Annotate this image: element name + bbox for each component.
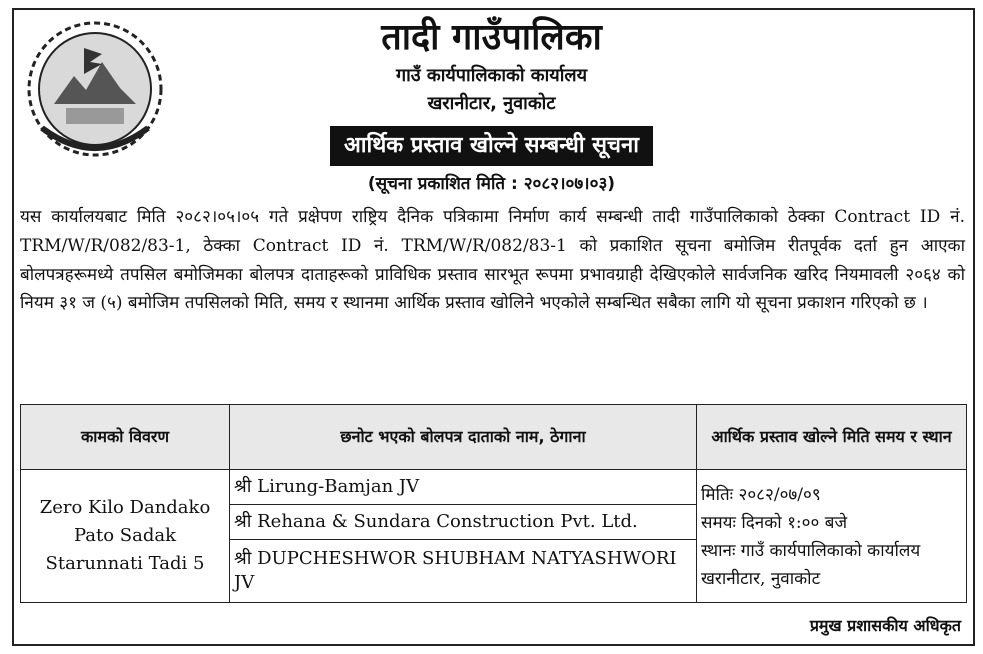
header-opening: आर्थिक प्रस्ताव खोल्ने मिति समय र स्थान bbox=[697, 405, 967, 470]
municipality-title: ताद‍ी गाउँपालिका bbox=[381, 17, 602, 58]
office-address: खरानीटार, नुवाकोट bbox=[427, 93, 556, 114]
table-row bbox=[21, 470, 967, 505]
office-name: गाउँ कार्यपालिकाको कार्यालय bbox=[395, 65, 588, 86]
opening-place: स्थानः गाउँ कार्यपालिकाको कार्यालय खरानीटार, नुवाकोट bbox=[701, 541, 921, 589]
table-header-row bbox=[21, 405, 967, 470]
opening-time: समयः दिनको १:०० बजे bbox=[701, 513, 848, 533]
bidder-3: श्री DUPCHESHWOR SHUBHAM NATYASHWORI JV bbox=[230, 540, 697, 603]
publish-date: (सूचना प्रकाशित मिति : २०८२।०७।०३) bbox=[367, 174, 616, 194]
header-work: कामको विवरण bbox=[21, 405, 230, 470]
bidder-1: श्री Lirung-Bamjan JV bbox=[230, 470, 697, 505]
work-description: Zero Kilo Dandako Pato Sadak Starunnati Tadi 5 bbox=[21, 470, 230, 603]
tender-table bbox=[20, 404, 967, 603]
bidder-2: श्री Rehana & Sundara Construction Pvt. Ltd. bbox=[230, 505, 697, 540]
opening-date: मितिः २०८२/०७/०९ bbox=[701, 485, 821, 505]
notice-banner-wrap bbox=[0, 126, 983, 166]
signature-title: प्रमुख प्रशासकीय अधिकृत bbox=[809, 616, 961, 635]
notice-body: यस कार्यालयबाट मिति २०८२।०५।०५ गते प्रक्षेपण राष्ट्रिय दैनिक पत्रिकामा निर्माण कार्य सम्बन्धी तादी गाउँपालिकाको ठेक्का Contract ID नं. TRM/W/R/082/83-1, ठेक्का Contract ID नं. TRM/W/R/082/83-1 को प्रकाशित सूचना बमोजिम रीतपूर्वक दर्ता हुन आएका बोलपत्रहरूमध्ये तपसिल बमोजिमका बोलपत्र दाताहरूको प्राविधिक प्रस्ताव सारभूत रूपमा प्रभावग्राही देखिएकोले सार्वजनिक खरिद नियमावली २०६४ को नियम ३१ ज (५) बमोजिम तपसिलको मिति, समय र स्थानमा आर्थिक प्रस्ताव खोलिने भएकोले सम्बन्धित सबैका लागि यो सूचना प्रकाशन गरिएको छ । bbox=[20, 207, 965, 314]
notice-banner: आर्थिक प्रस्ताव खोल्ने सम्बन्धी सूचना bbox=[330, 126, 653, 166]
header-bidders: छनोट भएको बोलपत्र दाताको नाम, ठेगाना bbox=[230, 405, 697, 470]
opening-details bbox=[697, 470, 967, 603]
